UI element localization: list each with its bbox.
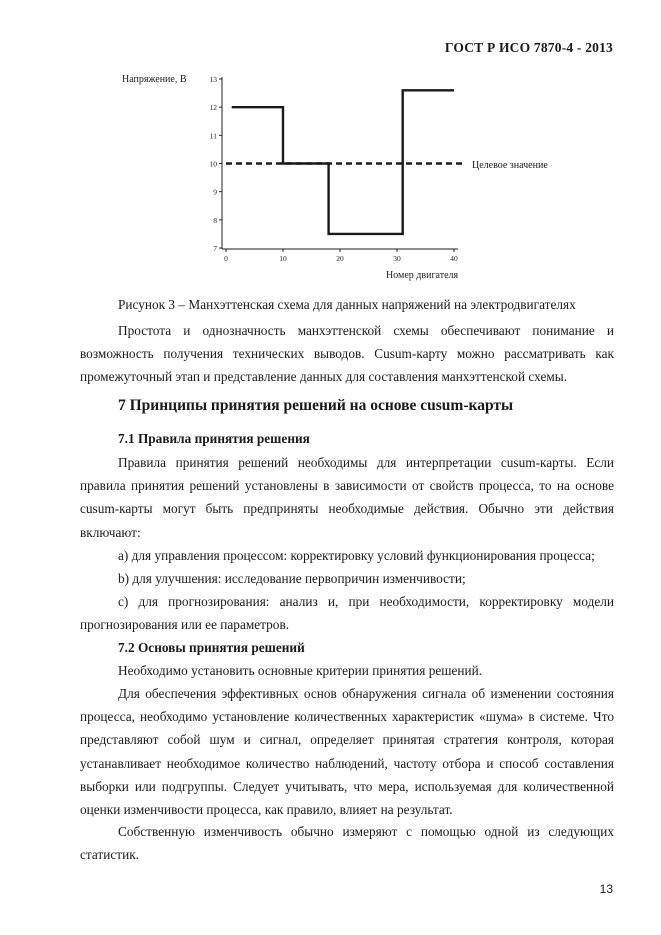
paragraph-variability: Собственную изменчивость обычно измеряют с помощью одной из следующих статистик. bbox=[80, 824, 614, 863]
list-item-b: b) для улучшения: исследование первопричин изменчивости; bbox=[118, 571, 466, 586]
paragraph-simplicity: Простота и однозначность манхэттенской схемы обеспечивают понимание и возможность получения технических выводов. Cusum-карту можно рассматривать как промежуточный этап и представление данных для составления манхэттенской схемы. bbox=[80, 323, 614, 385]
x-tick-label: 20 bbox=[336, 254, 344, 263]
y-tick-label: 7 bbox=[213, 244, 217, 253]
page-number: 13 bbox=[599, 882, 613, 896]
x-tick-label: 40 bbox=[450, 254, 458, 263]
x-tick-label: 10 bbox=[279, 254, 287, 263]
x-tick-label: 0 bbox=[224, 254, 228, 263]
document-header: ГОСТ Р ИСО 7870-4 - 2013 bbox=[444, 40, 613, 55]
x-tick-label: 30 bbox=[393, 254, 401, 263]
paragraph-criteria: Необходимо установить основные критерии принятия решений. bbox=[118, 663, 483, 678]
y-tick-label: 11 bbox=[209, 131, 217, 141]
chart-series bbox=[226, 90, 465, 234]
y-tick-label: 13 bbox=[209, 75, 217, 84]
y-tick-label: 10 bbox=[209, 159, 217, 169]
list-item-c: с) для прогнозирования: анализ и, при необходимости, корректировку модели прогнозирования или ее параметров. bbox=[80, 594, 614, 633]
list-item-a: а) для управления процессом: корректировку условий функционирования процесса; bbox=[118, 548, 595, 563]
x-ticks bbox=[224, 249, 458, 263]
y-tick-label: 9 bbox=[213, 187, 217, 197]
y-ticks bbox=[210, 75, 223, 253]
figure-caption: Рисунок 3 – Манхэттенская схема для данных напряжений на электродвигателях bbox=[118, 297, 576, 312]
paragraph-noise: Для обеспечения эффективных основ обнаружения сигнала об изменении состояния процесса, необходимо установление количественных характеристик «шума» в системе. Что представляют собой шум и сигнал, определяет принятая стратегия контроля, которая устанавливает необходимое количество наблюдений, частоту отбора и способ составления выборки или подгруппы. Следует учитывать, что мера, используемая для количественной оценки изменчивости процесса, как правило, влияет на результат. bbox=[80, 686, 614, 818]
section-7-1-heading: 7.1 Правила принятия решения bbox=[118, 431, 310, 446]
section-7-heading: 7 Принципы принятия решений на основе cusum-карты bbox=[118, 397, 514, 414]
y-axis-label: Напряжение, В bbox=[122, 74, 187, 85]
voltage-step-line bbox=[232, 90, 454, 234]
manhattan-chart bbox=[110, 70, 570, 285]
target-value-label: Целевое значение bbox=[472, 160, 548, 171]
section-7-2-heading: 7.2 Основы принятия решений bbox=[118, 640, 305, 655]
x-axis-label: Номер двигателя bbox=[386, 270, 459, 281]
paragraph-decision-rules: Правила принятия решений необходимы для интерпретации cusum-карты. Если правила принятия решений установлены в зависимости от свойств процесса, то на основе cusum-карты могут быть предприняты необходимые действия. Обычно эти действия включают: bbox=[80, 455, 614, 540]
y-tick-label: 8 bbox=[213, 215, 217, 225]
y-tick-label: 12 bbox=[209, 103, 217, 113]
